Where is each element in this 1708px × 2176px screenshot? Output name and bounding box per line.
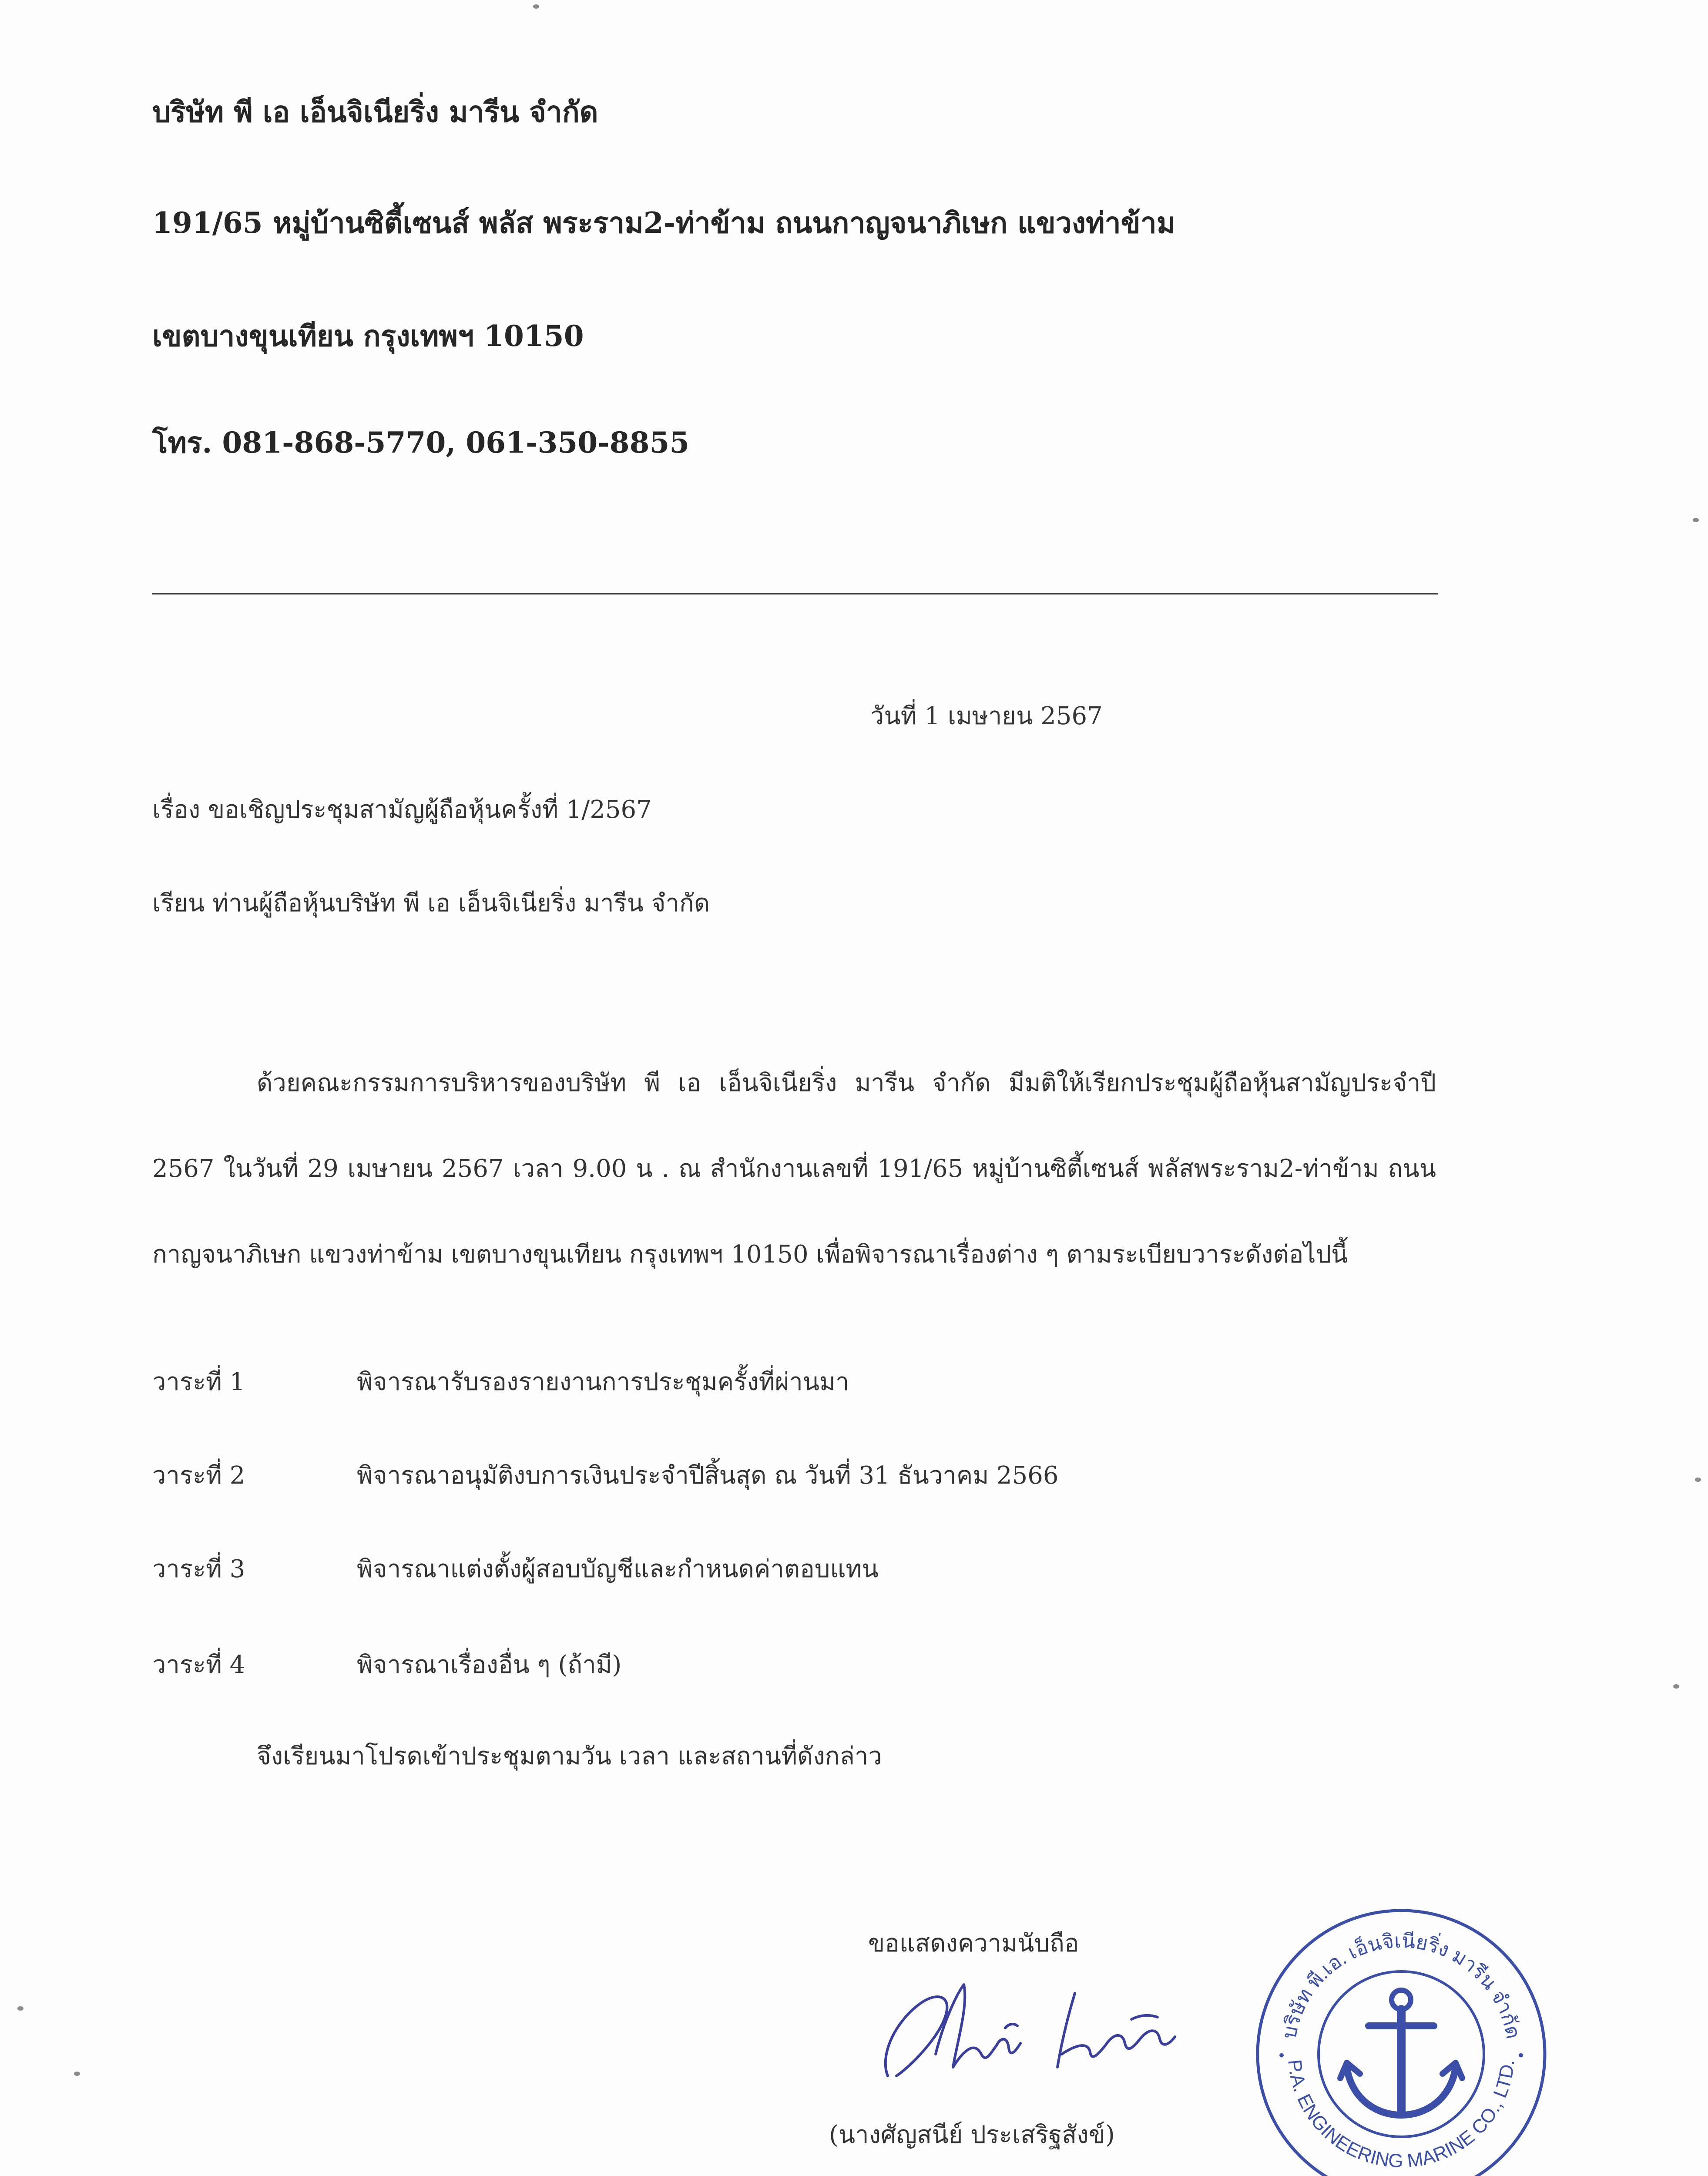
company-address-line1: 191/65 หมู่บ้านซิตี้เซนส์ พลัส พระราม2-ท่าข้าม ถนนกาญจนาภิเษก แขวงท่าข้าม [152,206,1176,240]
closing-line: จึงเรียนมาโปรดเข้าประชุมตามวัน เวลา และสถานที่ดังกล่าว [257,1742,882,1770]
company-phone: โทร. 081-868-5770, 061-350-8855 [152,426,690,460]
company-name: บริษัท พี เอ เอ็นจิเนียริ่ง มารีน จำกัด [152,95,598,129]
svg-text:•: • [1277,2047,1286,2065]
scan-speck [74,2072,80,2076]
seal-english-text: P.A. ENGINEERING MARINE CO., LTD. [1284,2058,1519,2172]
scan-speck [1673,1684,1679,1689]
letter-date: วันที่ 1 เมษายน 2567 [870,702,1103,730]
svg-text:•: • [1517,2047,1526,2065]
letter-recipient: เรียน ท่านผู้ถือหุ้นบริษัท พี เอ เอ็นจิเนียริ่ง มารีน จำกัด [152,889,710,917]
agenda-text: พิจารณาอนุมัติงบการเงินประจำปีสิ้นสุด ณ วันที่ 31 ธันวาคม 2566 [357,1461,1059,1490]
agenda-number: วาระที่ 2 [152,1461,245,1490]
agenda-number: วาระที่ 1 [152,1368,245,1396]
header-divider [152,593,1438,594]
agenda-text: พิจารณาเรื่องอื่น ๆ (ถ้ามี) [357,1651,622,1679]
scan-speck [1695,1478,1701,1482]
agenda-number: วาระที่ 3 [152,1555,245,1583]
regards-line: ขอแสดงความนับถือ [868,1929,1079,1958]
scan-speck [17,2006,23,2011]
scan-speck [1693,518,1699,522]
company-seal [1253,1906,1549,2176]
handwritten-signature [870,1967,1192,2098]
agenda-text: พิจารณารับรองรายงานการประชุมครั้งที่ผ่านมา [357,1368,849,1396]
body-paragraph: ด้วยคณะกรรมการบริหารของบริษัท พี เอ เอ็นจิเนียริ่ง มารีน จำกัด มีมติให้เรียกประชุมผู้ถือหุ้นสามัญประจำปี 2567 ในวันที่ 29 เมษายน 2567 เวลา 9.00 น . ณ สำนักงานเลขที่ 191/65 หมู่บ้านซิตี้เซนส์ พลัสพระราม2-ท่าข้าม ถนนกาญจนาภิเษก แขวงท่าข้าม เขตบางขุนเทียน กรุงเทพฯ 10150 เพื่อพิจารณาเรื่องต่าง ๆ ตามระเบียบวาระดังต่อไปนี้ [152,1069,1436,1269]
anchor-icon [1340,1990,1462,2115]
letter-subject: เรื่อง ขอเชิญประชุมสามัญผู้ถือหุ้นครั้งที่ 1/2567 [152,796,652,824]
seal-thai-text: บริษัท พี.เอ. เอ็นจิเนียริ่ง มารีน จำกัด [1278,1929,1525,2041]
company-address-line2: เขตบางขุนเทียน กรุงเทพฯ 10150 [152,319,584,353]
signer-name: (นางศัญสนีย์ ประเสริฐสังข์) [829,2121,1115,2149]
agenda-number: วาระที่ 4 [152,1651,245,1679]
scan-speck [533,4,539,9]
agenda-text: พิจารณาแต่งตั้งผู้สอบบัญชีและกำหนดค่าตอบแทน [357,1555,879,1583]
